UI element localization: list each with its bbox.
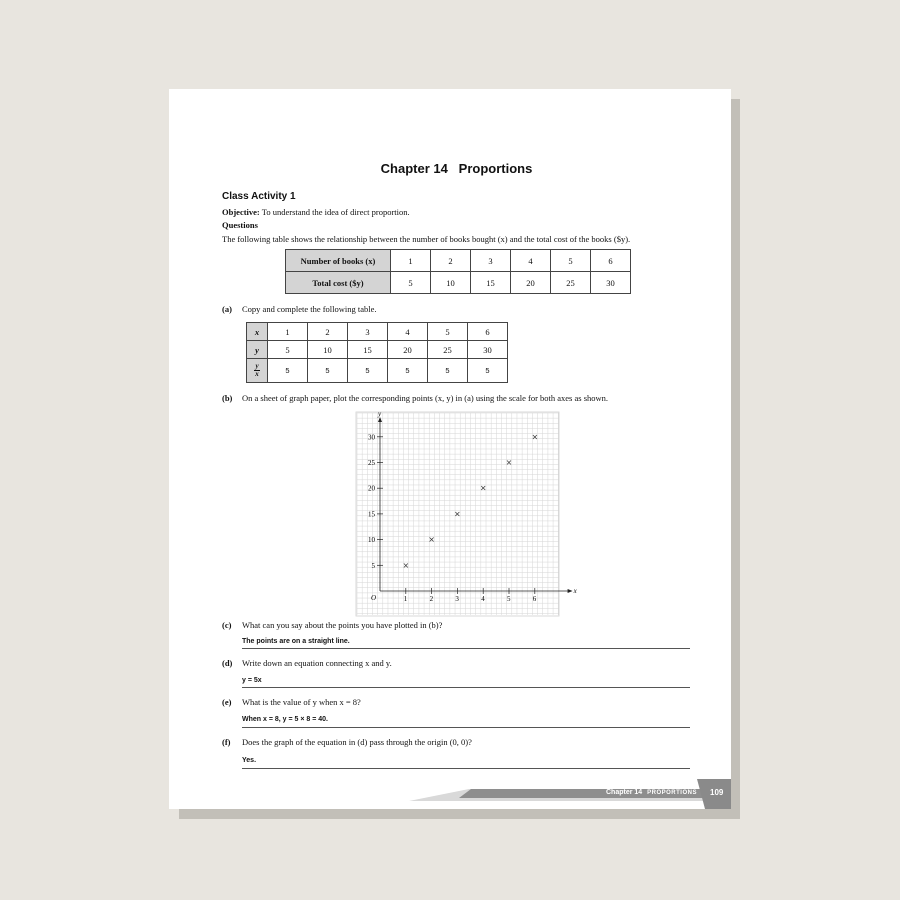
textbook-page [169, 89, 731, 809]
part-c-answer-line [242, 648, 690, 649]
y-tick-label: 10 [368, 536, 375, 545]
cost-table-cell: 1 [391, 250, 431, 272]
part-e-text: What is the value of y when x = 8? [242, 697, 361, 707]
completion-cell: 4 [388, 323, 428, 341]
completion-cell: 15 [348, 341, 388, 359]
part-d-answer: y = 5x [242, 677, 262, 684]
completion-row-x [247, 323, 508, 341]
part-c-label: (c) [222, 620, 232, 630]
origin-label: O [371, 594, 377, 602]
x-tick-label: 1 [403, 595, 408, 603]
part-a [222, 304, 232, 315]
cost-table-row-books [286, 250, 631, 272]
part-c-answer: The points are on a straight line. [242, 638, 350, 645]
x-tick-label: 6 [532, 595, 537, 603]
y-tick-label: 25 [368, 459, 375, 467]
completion-header-x: x [247, 323, 268, 341]
data-point-marker: × [454, 509, 461, 519]
completion-cell: 20 [388, 341, 428, 359]
intro-text: The following table shows the relationship between the number of books bought (x) and the total cost of the books ($y). [222, 234, 631, 244]
cost-table-cell: 5 [551, 250, 591, 272]
x-axis-label: x [573, 587, 577, 595]
part-c-text: What can you say about the points you have plotted in (b)? [242, 620, 443, 630]
part-a-text: Copy and complete the following table. [242, 304, 377, 314]
completion-answer-cell: 5 [428, 359, 468, 383]
cost-table-cell: 3 [471, 250, 511, 272]
completion-cell: 1 [268, 323, 308, 341]
ratio-numerator: y [255, 362, 259, 370]
completion-table [246, 322, 508, 383]
completion-cell: 30 [468, 341, 508, 359]
x-tick-label: 5 [507, 595, 511, 603]
questions-label: Questions [222, 220, 258, 230]
page-number: 109 [710, 788, 724, 797]
part-d-text: Write down an equation connecting x and y. [242, 658, 392, 668]
part-d-label: (d) [222, 658, 233, 668]
part-f-answer: Yes. [242, 757, 257, 764]
completion-answer-cell: 5 [388, 359, 428, 383]
completion-answer-cell: 5 [348, 359, 388, 383]
objective [222, 207, 410, 218]
cost-table-cell: 20 [511, 272, 551, 294]
cost-table-cell: 10 [431, 272, 471, 294]
x-tick-label: 3 [455, 595, 459, 603]
y-axis-label: y [378, 410, 382, 418]
ratio-denominator: x [255, 370, 259, 378]
cost-table-cell: 4 [511, 250, 551, 272]
part-e-label: (e) [222, 697, 232, 707]
completion-cell: 25 [428, 341, 468, 359]
cost-table-cell: 15 [471, 272, 511, 294]
footer-section-label: PROPORTIONS [647, 790, 697, 796]
completion-answer-cell: 5 [268, 359, 308, 383]
completion-cell: 6 [468, 323, 508, 341]
part-b-text: On a sheet of graph paper, plot the corresponding points (x, y) in (a) using the scale for both axes as shown. [242, 393, 609, 403]
cost-table-cell: 2 [431, 250, 471, 272]
completion-answer-cell: 5 [308, 359, 348, 383]
completion-cell: 3 [348, 323, 388, 341]
data-point-marker: × [402, 560, 410, 570]
objective-label: Objective: [222, 207, 260, 217]
part-b-label: (b) [222, 393, 233, 403]
x-axis-arrow [568, 589, 573, 593]
activity-title: Class Activity 1 [222, 191, 296, 202]
chapter-title: Chapter 14 Proportions [380, 161, 533, 176]
data-point-marker: × [505, 458, 513, 467]
completion-answer-cell: 5 [468, 359, 508, 383]
data-point-marker: × [479, 483, 487, 493]
y-tick-label: 30 [368, 433, 375, 442]
cost-table [285, 249, 631, 294]
cost-table-header-cost: Total cost ($y) [286, 272, 391, 294]
footer-chapter [606, 789, 697, 796]
cost-table-header-books: Number of books (x) [286, 250, 391, 272]
part-f-answer-line [242, 768, 690, 769]
y-tick-label: 15 [368, 510, 375, 519]
cost-table-cell: 25 [551, 272, 591, 294]
part-f-text: Does the graph of the equation in (d) pass through the origin (0, 0)? [242, 737, 472, 747]
completion-header-y: y [247, 341, 268, 359]
objective-text: To understand the idea of direct proportion. [261, 207, 410, 217]
completion-cell: 10 [308, 341, 348, 359]
y-tick-label: 5 [371, 561, 375, 570]
part-e-answer: When x = 8, y = 5 × 8 = 40. [242, 716, 328, 723]
x-tick-label: 2 [429, 595, 434, 603]
completion-cell: 5 [428, 323, 468, 341]
cost-table-cell: 6 [591, 250, 631, 272]
part-d-answer-line [242, 687, 690, 688]
part-e-answer-line [242, 727, 690, 728]
cost-table-row-cost [286, 272, 631, 294]
footer-chapter-label: Chapter 14 [606, 789, 643, 796]
completion-header-ratio [247, 359, 268, 383]
scatter-plot [355, 410, 577, 617]
completion-row-y [247, 341, 508, 359]
cost-table-cell: 5 [391, 272, 431, 294]
part-f-label: (f) [222, 737, 231, 747]
part-a-label: (a) [222, 304, 232, 314]
completion-cell: 5 [268, 341, 308, 359]
completion-row-ratio [247, 359, 508, 383]
x-tick-label: 4 [481, 595, 485, 603]
completion-cell: 2 [308, 323, 348, 341]
y-tick-label: 20 [368, 484, 375, 493]
data-point-marker: × [531, 432, 539, 442]
cost-table-cell: 30 [591, 272, 631, 294]
data-point-marker: × [428, 535, 435, 545]
